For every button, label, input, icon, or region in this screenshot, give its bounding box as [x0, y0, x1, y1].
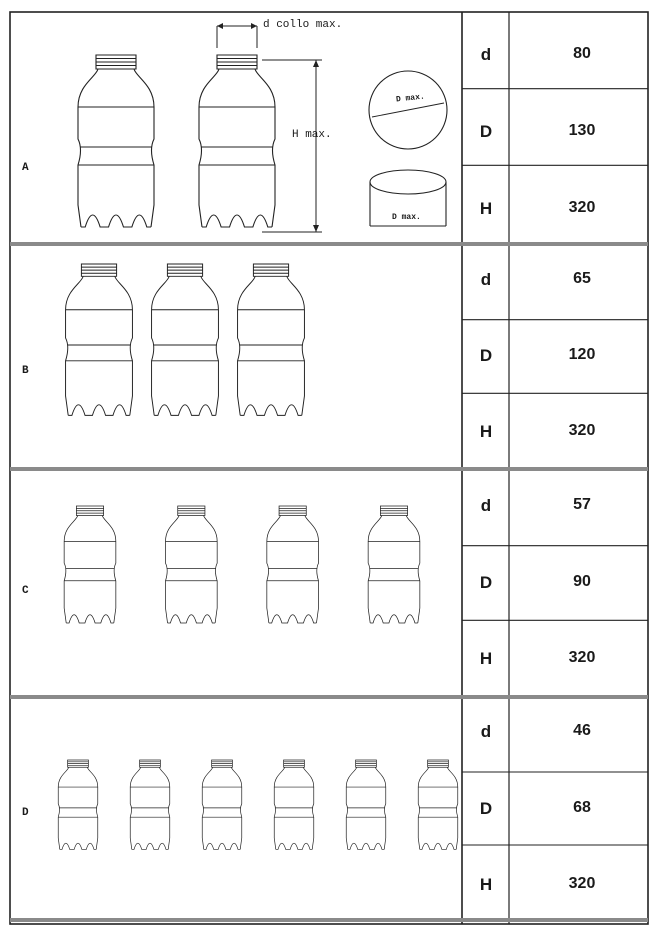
value-c-d: 57	[573, 496, 591, 513]
param-a-H: H	[479, 199, 493, 218]
value-d-H: 320	[568, 875, 596, 892]
bottom-separator	[10, 918, 648, 922]
bottle-drawing-d-3	[202, 760, 242, 849]
bottle-drawing-a-1	[78, 55, 154, 227]
bottle-drawing-c-2	[165, 506, 217, 623]
bottle-drawing-d-1	[58, 760, 98, 849]
param-b-d: d	[480, 270, 492, 289]
diameter-max-annotation-side: D max.	[392, 213, 421, 222]
value-d-d: 46	[573, 722, 591, 739]
value-b-H: 320	[568, 422, 596, 439]
param-c-H: H	[479, 649, 493, 668]
param-d-d: d	[480, 722, 492, 741]
param-a-D: D	[479, 122, 493, 141]
bottle-drawing-c-4	[368, 506, 420, 623]
bottle-drawing-d-4	[274, 760, 314, 849]
group-label-b: B	[22, 365, 29, 377]
top-view-diameter-line	[372, 103, 444, 117]
group-separator-2	[10, 695, 648, 699]
value-a-H: 320	[568, 199, 596, 216]
param-c-D: D	[479, 573, 493, 592]
value-a-D: 130	[568, 122, 596, 139]
bottle-drawing-c-3	[267, 506, 319, 623]
bottle-drawing-b-2	[152, 264, 219, 415]
cylinder-top	[370, 170, 446, 194]
param-c-d: d	[480, 496, 492, 515]
group-label-a: A	[22, 162, 29, 174]
param-d-H: H	[479, 875, 493, 894]
bottle-drawing-a-2	[199, 55, 275, 227]
height-max-annotation: H max.	[292, 129, 332, 141]
param-d-D: D	[479, 799, 493, 818]
bottle-drawing-b-3	[238, 264, 305, 415]
param-b-H: H	[479, 422, 493, 441]
value-a-d: 80	[573, 45, 591, 62]
value-c-H: 320	[568, 649, 596, 666]
bottle-drawing-b-1	[66, 264, 133, 415]
diameter-max-annotation-top: D max.	[395, 92, 426, 105]
param-a-d: d	[480, 45, 492, 64]
neck-max-annotation: d collo max.	[263, 19, 343, 31]
group-label-c: C	[22, 585, 29, 597]
bottle-drawing-d-2	[130, 760, 170, 849]
value-b-D: 120	[568, 346, 596, 363]
group-separator-1	[10, 467, 648, 471]
value-c-D: 90	[573, 573, 591, 590]
bottle-drawing-c-1	[64, 506, 116, 623]
group-separator-0	[10, 242, 648, 246]
bottle-drawing-d-5	[346, 760, 386, 849]
value-d-D: 68	[573, 799, 591, 816]
param-b-D: D	[479, 346, 493, 365]
group-label-d: D	[22, 807, 29, 819]
bottle-drawing-d-6	[418, 760, 458, 849]
value-b-d: 65	[573, 270, 591, 287]
